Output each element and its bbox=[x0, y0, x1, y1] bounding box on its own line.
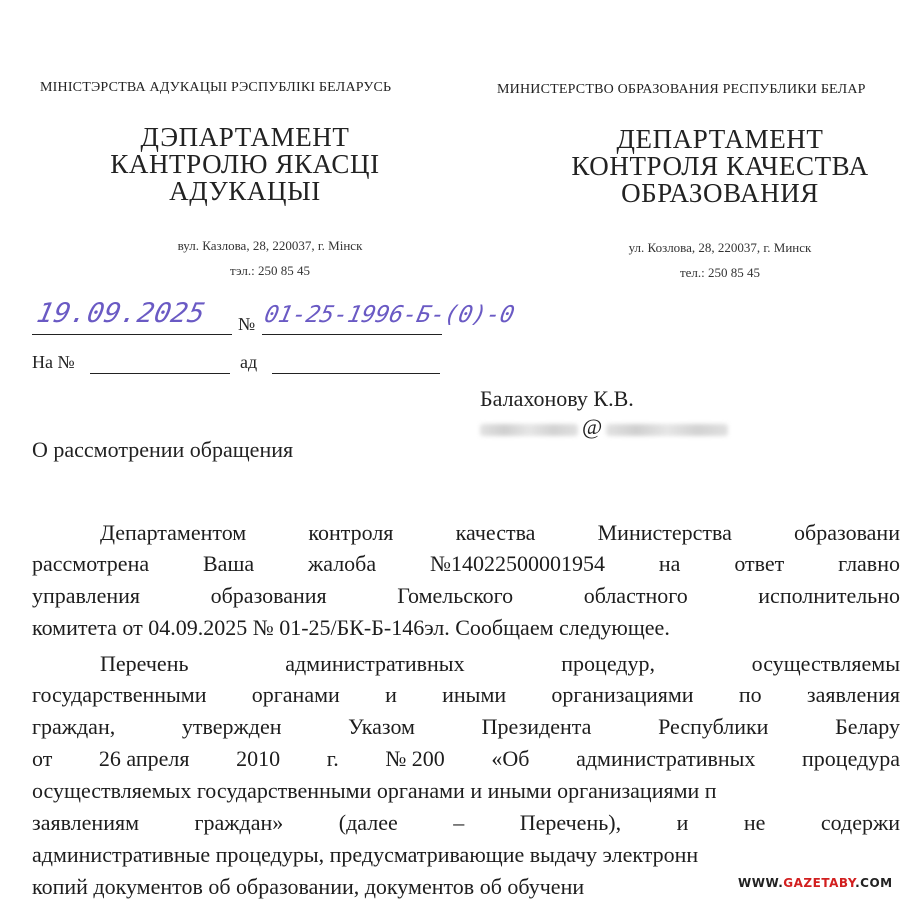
body-word: и bbox=[385, 682, 397, 707]
ministry-name-russian: МИНИСТЕРСТВО ОБРАЗОВАНИЯ РЕСПУБЛИКИ БЕЛАР bbox=[497, 82, 866, 97]
body-word: Белару bbox=[835, 714, 900, 739]
body-word: не bbox=[743, 810, 766, 835]
body-line bbox=[32, 580, 900, 611]
reference-number-line bbox=[90, 373, 230, 374]
body-line bbox=[100, 517, 900, 548]
body-word: г. bbox=[326, 746, 339, 771]
body-word: административных bbox=[285, 651, 465, 676]
department-name-russian: ДЕПАРТАМЕНТ КОНТРОЛЯ КАЧЕСТВА ОБРАЗОВАНИЯ bbox=[571, 124, 869, 208]
body-word: жалоба bbox=[308, 551, 377, 576]
body-line bbox=[32, 775, 900, 806]
addressee-name: Балахонову К.В. bbox=[480, 386, 634, 411]
body-word: и bbox=[676, 810, 689, 835]
body-word: комитета от 04.09.2025 № 01-25/БК-Б-146эл. Сообщаем следующее. bbox=[32, 615, 670, 640]
body-word: Министерства bbox=[597, 520, 732, 545]
body-word: осуществляемых государственными органами и иными организациями п bbox=[32, 778, 717, 803]
body-word: осуществляемы bbox=[751, 651, 900, 676]
phone-belarusian: тэл.: 250 85 45 bbox=[230, 263, 310, 278]
body-word: от bbox=[32, 746, 53, 771]
body-word: процедура bbox=[802, 746, 900, 771]
body-word: контроля bbox=[308, 520, 394, 545]
body-word: иными bbox=[442, 682, 507, 707]
body-word: главно bbox=[838, 551, 900, 576]
body-word: – bbox=[453, 810, 465, 835]
body-word: граждан» bbox=[194, 810, 284, 835]
body-word: Указом bbox=[348, 714, 415, 739]
body-word: утвержден bbox=[181, 714, 282, 739]
body-word: рассмотрена bbox=[32, 551, 150, 576]
department-name-belarusian: ДЭПАРТАМЕНТ КАНТРОЛЮ ЯКАСЦІ АДУКАЦЫІ bbox=[110, 122, 380, 206]
body-line bbox=[32, 548, 900, 579]
body-word: № 200 bbox=[385, 746, 445, 771]
body-word: органами bbox=[251, 682, 340, 707]
body-word: образования bbox=[210, 583, 327, 608]
body-word: 2010 bbox=[236, 746, 281, 771]
body-word: №14022500001954 bbox=[430, 551, 606, 576]
redacted-email-domain bbox=[606, 424, 728, 436]
body-word: Президента bbox=[481, 714, 592, 739]
body-line bbox=[32, 679, 900, 710]
address-belarusian: вул. Казлова, 28, 220037, г. Мінск bbox=[177, 238, 363, 253]
body-word: ответ bbox=[734, 551, 785, 576]
body-word: «Об bbox=[491, 746, 530, 771]
body-word: исполнительно bbox=[758, 583, 900, 608]
body-word: заявления bbox=[806, 682, 900, 707]
body-word: административные процедуры, предусматривающие выдачу электронн bbox=[32, 842, 699, 867]
site-watermark: WWW.GAZETABY.COM bbox=[735, 875, 896, 891]
body-word: Перечень bbox=[100, 651, 189, 676]
body-line bbox=[32, 807, 900, 838]
body-word: 26 апреля bbox=[98, 746, 190, 771]
body-word: организациями bbox=[551, 682, 694, 707]
number-underline bbox=[262, 334, 442, 335]
body-word: качества bbox=[455, 520, 536, 545]
redacted-email-local bbox=[480, 424, 578, 436]
reference-label: На № bbox=[32, 352, 75, 372]
body-word: управления bbox=[32, 583, 141, 608]
number-label: № bbox=[238, 314, 256, 334]
ministry-name-belarusian: МІНІСТЭРСТВА АДУКАЦЫІ РЭСПУБЛІКІ БЕЛАРУСЬ bbox=[40, 80, 392, 95]
body-word: государственными bbox=[32, 682, 207, 707]
body-line bbox=[32, 612, 900, 643]
body-word: копий документов об образовании, документов об обучени bbox=[32, 874, 585, 899]
body-word: Департаментом bbox=[100, 520, 247, 545]
document-number: 01-25-1996-Б-(0)-0 bbox=[262, 302, 517, 328]
body-line bbox=[100, 648, 900, 679]
body-line bbox=[32, 743, 900, 774]
body-word: административных bbox=[576, 746, 756, 771]
body-word: граждан, bbox=[32, 714, 116, 739]
body-word: (далее bbox=[338, 810, 398, 835]
body-word: Ваша bbox=[203, 551, 255, 576]
date-underline bbox=[32, 334, 232, 335]
body-word: областного bbox=[583, 583, 688, 608]
body-line bbox=[32, 711, 900, 742]
letter-subject: О рассмотрении обращения bbox=[32, 437, 294, 462]
document-date: 19.09.2025 bbox=[34, 298, 209, 329]
body-word: образовани bbox=[794, 520, 900, 545]
phone-russian: тел.: 250 85 45 bbox=[679, 265, 761, 280]
body-word: Гомельского bbox=[397, 583, 514, 608]
email-at-sign: @ bbox=[582, 414, 603, 439]
body-line bbox=[32, 839, 900, 870]
body-word: по bbox=[738, 682, 762, 707]
body-word: заявлениям bbox=[32, 810, 140, 835]
reference-from-label: ад bbox=[240, 352, 258, 372]
body-word: процедур, bbox=[561, 651, 655, 676]
body-word: Перечень), bbox=[519, 810, 622, 835]
body-word: на bbox=[658, 551, 681, 576]
address-russian: ул. Козлова, 28, 220037, г. Минск bbox=[628, 240, 812, 255]
body-word: содержи bbox=[820, 810, 900, 835]
body-word: Республики bbox=[658, 714, 769, 739]
reference-date-line bbox=[272, 373, 440, 374]
